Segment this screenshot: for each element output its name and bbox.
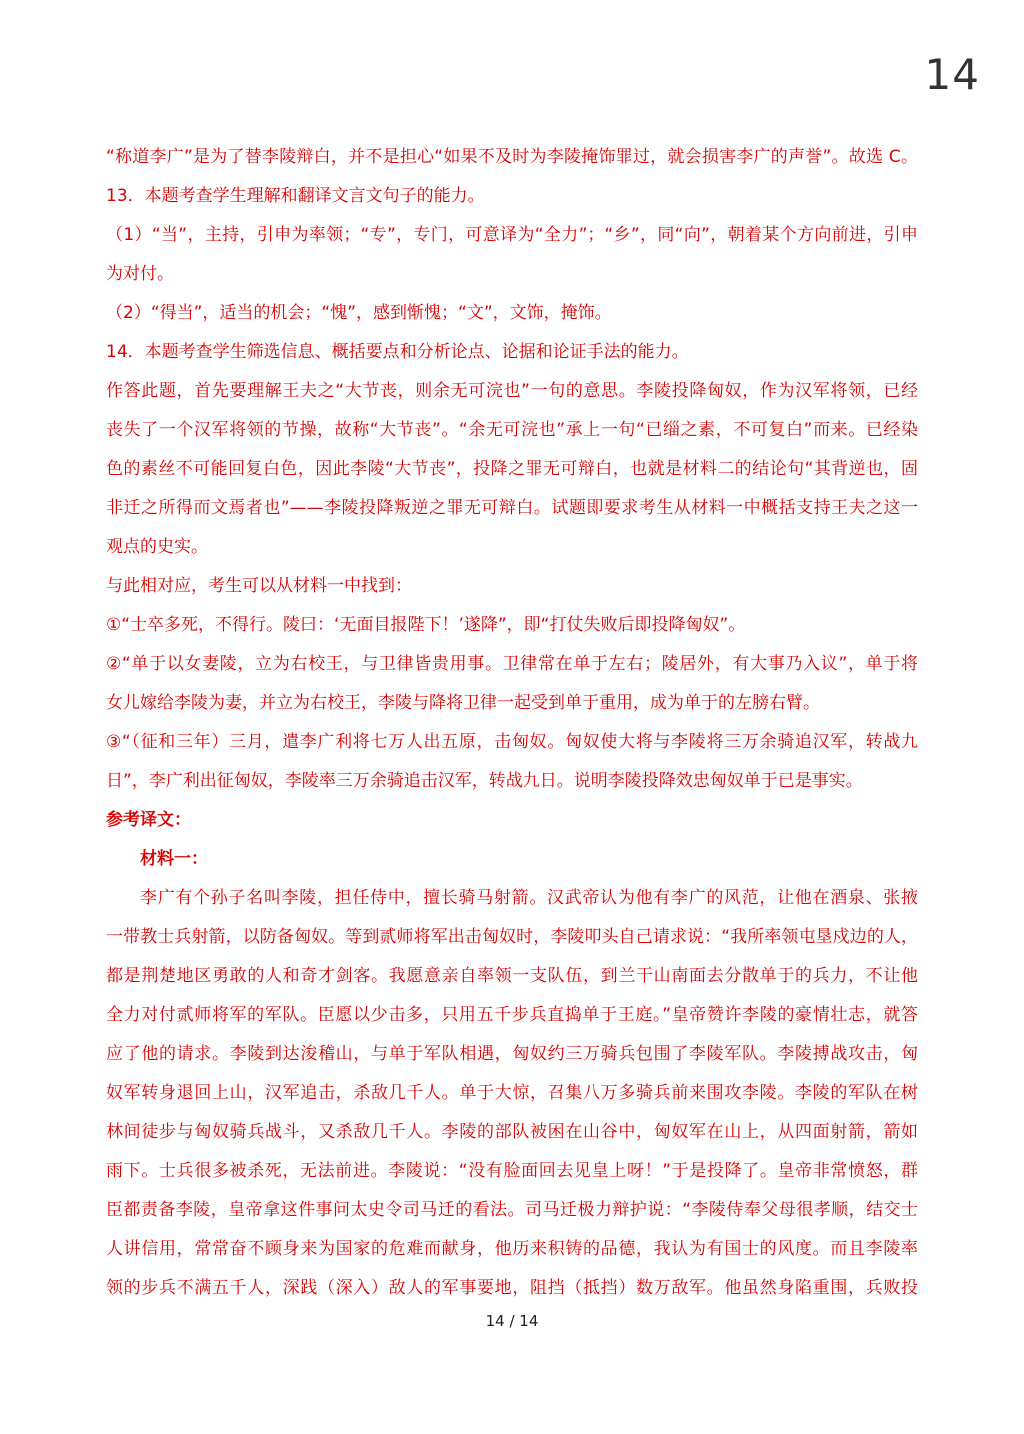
text-line: 日”，李广利出征匈奴，李陵率三万余骑追击汉军，转战九日。说明李陵投降效忠匈奴单于已是事实。 xyxy=(106,771,863,791)
text-line: 作答此题，首先要理解王夫之“大节丧，则余无可浣也”一句的意思。李陵投降匈奴，作为汉军将领，已经 xyxy=(106,381,918,401)
text-line: 观点的史实。 xyxy=(106,537,208,557)
text-line: 非迁之所得而文焉者也”——李陵投降叛逆之罪无可辩白。试题即要求考生从材料一中概括支持王夫之这一 xyxy=(106,498,918,518)
text-line: 林间徒步与匈奴骑兵战斗，又杀敌几千人。李陵的部队被困在山谷中，匈奴军在山上，从四面射箭，箭如 xyxy=(106,1122,918,1142)
text-line: （2）“得当”，适当的机会；“愧”，感到惭愧；“文”，文饰，掩饰。 xyxy=(106,303,612,323)
text-line: 李广有个孙子名叫李陵，担任侍中，擅长骑马射箭。汉武帝认为他有李广的风范，让他在酒泉、张掖 xyxy=(140,888,918,908)
text-line: 为对付。 xyxy=(106,264,174,284)
text-line: 人讲信用，常常奋不顾身来为国家的危难而献身，他历来积铸的品德，我认为有国士的风度。而且李陵率 xyxy=(106,1239,918,1259)
text-line: 与此相对应，考生可以从材料一中找到： xyxy=(106,576,412,596)
page-footer-number: 14 / 14 xyxy=(485,1312,539,1330)
text-line: ①“士卒多死，不得行。陵曰：‘无面目报陛下！’遂降”，即“打仗失败后即投降匈奴”。 xyxy=(106,615,746,635)
text-line: 色的素丝不可能回复白色，因此李陵“大节丧”，投降之罪无可辩白，也就是材料二的结论句“其背逆也，固 xyxy=(106,459,918,479)
text-line: “称道李广”是为了替李陵辩白，并不是担心“如果不及时为李陵掩饰罪过，就会损害李广的声誉”。故选 C。 xyxy=(106,147,918,167)
text-line: 一带教士兵射箭，以防备匈奴。等到贰师将军出击匈奴时，李陵叩头自己请求说：“我所率领屯垦戍边的人， xyxy=(106,927,918,947)
text-line: 都是荆楚地区勇敢的人和奇才剑客。我愿意亲自率领一支队伍，到兰干山南面去分散单于的兵力，不让他 xyxy=(106,966,918,986)
text-line: 13．本题考查学生理解和翻译文言文句子的能力。 xyxy=(106,186,485,206)
text-line: 14．本题考查学生筛选信息、概括要点和分析论点、论据和论证手法的能力。 xyxy=(106,342,689,362)
text-line: 奴军转身退回上山，汉军追击，杀敌几千人。单于大惊，召集八万多骑兵前来围攻李陵。李陵的军队在树 xyxy=(106,1083,918,1103)
text-line: 应了他的请求。李陵到达浚稽山，与单于军队相遇，匈奴约三万骑兵包围了李陵军队。李陵搏战攻击，匈 xyxy=(106,1044,918,1064)
document-body xyxy=(106,138,918,1308)
text-line: 臣都责备李陵，皇帝拿这件事问太史令司马迁的看法。司马迁极力辩护说：“李陵侍奉父母很孝顺，结交士 xyxy=(106,1200,918,1220)
text-line: 丧失了一个汉军将领的节操，故称“大节丧”。“余无可浣也”承上一句“已缁之素，不可复白”而来。已经染 xyxy=(106,420,918,440)
section-heading: 参考译文： xyxy=(106,810,191,830)
subsection-heading: 材料一： xyxy=(140,849,208,869)
text-line: 女儿嫁给李陵为妻，并立为右校王，李陵与降将卫律一起受到单于重用，成为单于的左膀右臂。 xyxy=(106,693,820,713)
text-line: ②“单于以女妻陵，立为右校王，与卫律皆贵用事。卫律常在单于左右；陵居外，有大事乃入议”，单于将 xyxy=(106,654,918,674)
text-line: （1）“当”，主持，引申为率领；“专”，专门，可意译为“全力”；“乡”，同“向”，朝着某个方向前进，引申 xyxy=(106,225,918,245)
text-line: 全力对付贰师将军的军队。臣愿以少击多，只用五千步兵直捣单于王庭。”皇帝赞许李陵的豪情壮志，就答 xyxy=(106,1005,918,1025)
text-line: ③“（征和三年）三月，遣李广利将七万人出五原，击匈奴。匈奴使大将与李陵将三万余骑追汉军，转战九 xyxy=(106,732,918,752)
text-line: 雨下。士兵很多被杀死，无法前进。李陵说：“没有脸面回去见皇上呀！”于是投降了。皇帝非常愤怒，群 xyxy=(106,1161,918,1181)
page-corner-number: 14 xyxy=(924,50,980,99)
text-line: 领的步兵不满五千人，深践（深入）敌人的军事要地，阻挡（抵挡）数万敌军。他虽然身陷重围，兵败投 xyxy=(106,1278,918,1298)
